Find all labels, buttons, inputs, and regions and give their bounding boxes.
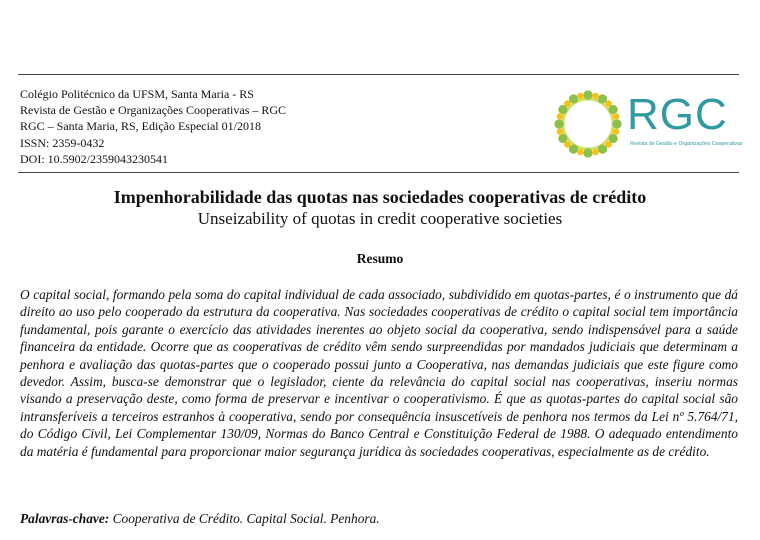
logo-subtitle: Revista de Gestão e Organizações Cooperativas [630,141,743,147]
article-title-english: Unseizability of quotas in credit cooperative societies [197,209,563,228]
keywords-text: Cooperativa de Crédito. Capital Social. Penhora. [109,511,380,526]
rgc-logo [552,86,752,166]
abstract-heading: Resumo [356,251,404,266]
header-line-doi: DOI: 10.5902/2359043230541 [20,151,168,166]
keywords-label: Palavras-chave: [20,511,110,526]
abstract-text: O capital social, formando pela soma do capital individual de cada associado, subdividido em quotas-partes, é o instrumento que dá direito ao uso pelo cooperado da estrutura da cooperativa. Nas sociedades cooperativas de crédito o capital social tem importância fundamental, pois garante o exercício das atividades inerentes ao objeto social da cooperativa, sendo indispensável para a saúde financeira da entidade. Ocorre que as cooperativas de crédito vêm sendo surpreendidas por mandados judiciais que determinam a penhora e avaliação das quotas-partes que o cooperado possui junto a Cooperativa, nas demandas judiciais que este figure como devedor. Assim, busca-se demonstrar que o legislador, ciente da relevância do capital social nas cooperativas, inseriu normas visando a preservação deste, como forma de preservar e incentivar o cooperativismo. É que as quotas-partes do capital social são intransferíveis a terceiros estranhos à cooperativa, sendo por consequência insuscetíveis de penhora nos termos da Lei nº 5.764/71, do Código Civil, Lei Complementar 130/09, Normas do Banco Central e Constituição Federal de 1988. O adequado entendimento da matéria é fundamental para proporcionar maior segurança jurídica às sociedades cooperativas, especialmente as de crédito. [20,287,738,459]
journal-header-info [20,86,286,167]
header-bottom-rule [18,172,739,173]
header-line-issn: ISSN: 2359-0432 [20,135,105,150]
header-top-rule [18,74,739,75]
header-line-journal: Revista de Gestão e Organizações Cooperativas – RGC [20,103,287,118]
rgc-sun-emblem-icon [552,86,626,162]
article-title-portuguese: Impenhorabilidade das quotas nas sociedades cooperativas de crédito [113,187,647,207]
header-line-institution: Colégio Politécnico da UFSM, Santa Maria - RS [20,87,254,101]
header-line-edition: RGC – Santa Maria, RS, Edição Especial 01/2018 [20,119,261,134]
logo-wordmark: RGC [627,90,728,139]
keywords-line [20,510,738,527]
